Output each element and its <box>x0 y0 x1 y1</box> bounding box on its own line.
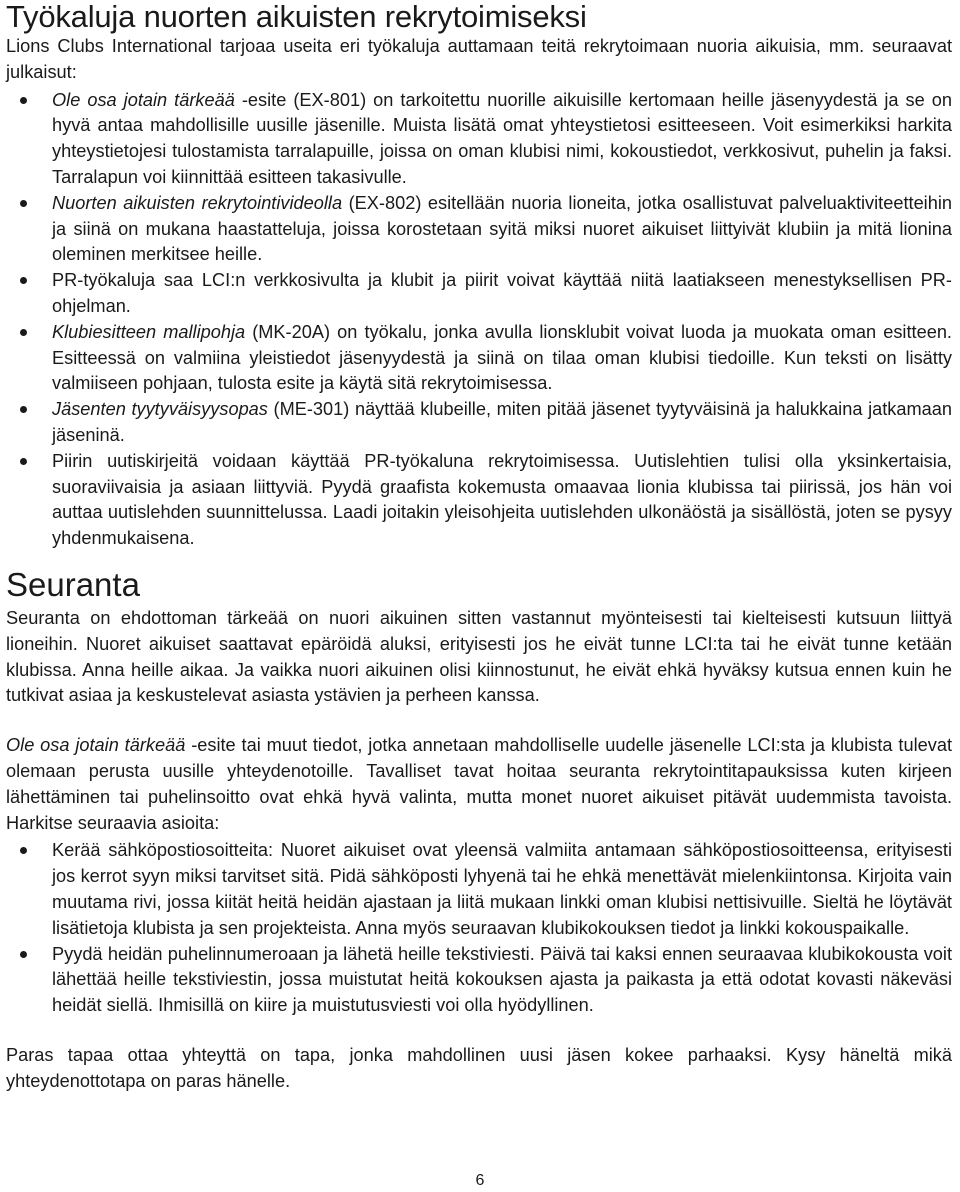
list-item <box>52 88 952 191</box>
followup-list <box>6 838 952 1019</box>
paragraph-text: -esite tai muut tiedot, jotka annetaan mahdolliselle uudelle jäsenelle LCI:sta ja klubista tulevat olemaan perusta uusille yhteydenotoille. Tavalliset tavat hoitaa seuranta rekrytointitapauksissa kuten kirjeen lähettäminen tai puhelinsoitto ovat ehkä hyvä valinta, mutta monet nuoret aikuiset pitävät uudemmista tavoista. Harkitse seuraavia asioita: <box>6 735 952 833</box>
tools-list <box>6 88 952 552</box>
publication-name: Klubiesitteen mallipohja <box>52 321 246 342</box>
list-item <box>52 268 952 320</box>
list-item <box>52 397 952 449</box>
item-text: (MK-20A) on työkalu, jonka avulla lionsklubit voivat luoda ja muokata oman esitteen. Esitteessä on valmiina yleistiedot jäsenyydestä ja siinä on tilaa oman klubisi tiedoille. Kun teksti on lisätty valmiiseen pohjaan, tulosta esite ja käytä sitä rekrytoimisessa. <box>52 321 952 394</box>
list-item: Kerää sähköpostiosoitteita: Nuoret aikuiset ovat yleensä valmiita antamaan sähköpostiosoitteensa, erityisesti jos kerrot syyn miksi tarvitset sitä. Pidä sähköposti lyhyenä tai he ehkä menettävät mielenkiintonsa. Kirjoita vain muutama rivi, jossa kiität heitä heidän ajastaan ja liitä mukaan linkki oman klubisi nettisivuille. Sieltä he löytävät lisätietoja klubista ja sen projekteista. Anna myös seuraavan klubikokouksen tiedot ja linkki kokouspaikalle. <box>52 838 952 941</box>
list-item <box>52 449 952 552</box>
followup-paragraph-1: Seuranta on ehdottoman tärkeää on nuori aikuinen sitten vastannut myönteisesti tai kielteisesti kutsuun liittyä lioneihin. Nuoret aikuiset saattavat epäröidä aluksi, erityisesti jos he eivät tunne LCI:ta tai he eivät tunne ketään klubissa. Anna heille aikaa. Ja vaikka nuori aikuinen olisi kiinnostunut, he eivät ehkä hyväksy kutsua ennen kuin he tutkivat asiaa ja keskustelevat asiasta ystävien ja perheen kanssa. <box>6 607 952 706</box>
item-text: -esite (EX-801) on tarkoitettu nuorille aikuisille kertomaan heille jäsenyydestä ja se on hyvä antaa mahdollisille uusille jäsenille. Muista lisätä omat yhteystietosi esitteeseen. Voit esimerkiksi harkita yhteystietojesi tulostamista tarralapuille, joissa on oman klubisi nimi, kokoustiedot, verkkosivut, puhelin ja faksi. Tarralapun voi kiinnittää esitteen takasivulle. <box>52 89 952 187</box>
publication-name: Jäsenten tyytyväisyysopas <box>52 399 268 420</box>
item-text: (ME-301) näyttää klubeille, miten pitää jäsenet tyytyväisinä ja halukkaina jatkamaan jäseninä. <box>52 399 952 445</box>
section-title-tools: Työkaluja nuorten aikuisten rekrytoimiseksi <box>6 0 587 34</box>
item-text: Piirin uutiskirjeitä voidaan käyttää PR-työkaluna rekrytoimisessa. Uutislehtien tulisi olla yksinkertaisia, suoraviivaisia ja asiaan liittyviä. Pyydä graafista kokemusta omaavaa lionia klubissa tai piirissä, jos hän voi auttaa uutislehden suunnittelussa. Laadi joitakin yleisohjeita uutislehden ulkonäöstä ja sisällöstä, joten se pysyy yhdenmukaisena. <box>52 450 952 549</box>
intro-paragraph: Lions Clubs International tarjoaa useita eri työkaluja auttamaan teitä rekrytoimaan nuoria aikuisia, mm. seuraavat julkaisut: <box>6 36 952 82</box>
publication-name: Ole osa jotain tärkeää <box>6 735 186 756</box>
closing-paragraph: Paras tapaa ottaa yhteyttä on tapa, jonka mahdollinen uusi jäsen kokee parhaaksi. Kysy häneltä mikä yhteydenottotapa on paras hänelle. <box>6 1044 952 1091</box>
list-item: Pyydä heidän puhelinnumeroaan ja lähetä heille tekstiviesti. Päivä tai kaksi ennen seuraavaa klubikokousta voit lähettää heille tekstiviestin, jossa muistutat heitä kokouksen ajasta ja paikasta ja että odotat kovasti näkeväsi heidät siellä. Ihmisillä on kiire ja muistutusviesti voi olla hyödyllinen. <box>52 942 952 1019</box>
list-item <box>52 191 952 268</box>
item-text: (EX-802) esitellään nuoria lioneita, jotka osallistuvat palveluaktiviteetteihin ja siinä on mukana haastatteluja, joissa korostetaan syitä miksi nuoret aikuiset liittyivät klubiin ja mitä lionina oleminen merkitsee heille. <box>52 192 952 265</box>
page-number: 6 <box>475 1172 485 1189</box>
list-item <box>52 320 952 397</box>
followup-paragraph-2 <box>6 733 952 836</box>
publication-name: Ole osa jotain tärkeää <box>52 89 235 110</box>
item-text: PR-työkaluja saa LCI:n verkkosivulta ja klubit ja piirit voivat käyttää niitä laatiakseen menestyksellisen PR-ohjelman. <box>52 270 952 316</box>
section-title-followup: Seuranta <box>6 565 140 603</box>
publication-name: Nuorten aikuisten rekrytointivideolla <box>52 192 343 213</box>
